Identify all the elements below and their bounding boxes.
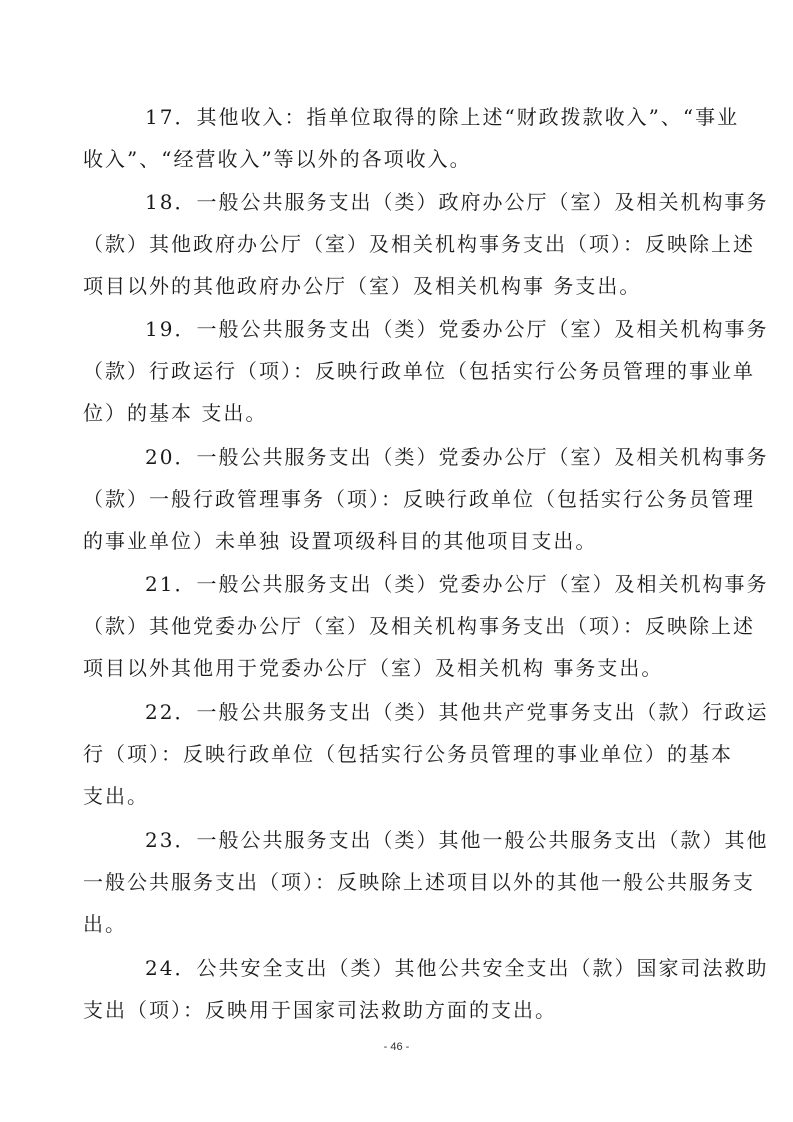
page-number: - 46 -	[383, 1041, 410, 1053]
paragraph-line: 19．一般公共服务支出（类）党委办公厅（室）及相关机构事务	[145, 317, 769, 341]
paragraph-24	[83, 947, 769, 1031]
paragraph-line: 一般公共服务支出（项）：反映除上述项目以外的其他一般公共服务支	[83, 870, 755, 894]
paragraph-line: 21．一般公共服务支出（类）党委办公厅（室）及相关机构事务	[145, 572, 769, 596]
paragraph-line: （款）其他党委办公厅（室）及相关机构事务支出（项）：反映除上述	[83, 614, 755, 638]
paragraph-line: 22．一般公共服务支出（类）其他共产党事务支出（款）行政运	[145, 700, 769, 724]
paragraph-line: 支出（项）：反映用于国家司法救助方面的支出。	[83, 998, 557, 1022]
paragraph-line: 出。	[83, 912, 127, 936]
paragraph-line: （款）其他政府办公厅（室）及相关机构事务支出（项）：反映除上述	[83, 232, 755, 256]
paragraph-19	[83, 308, 769, 434]
paragraph-line: 18．一般公共服务支出（类）政府办公厅（室）及相关机构事务	[145, 190, 769, 214]
paragraph-18	[83, 181, 769, 307]
paragraph-22	[83, 691, 769, 817]
paragraph-17	[83, 96, 755, 180]
paragraph-line: 17．其他收入：指单位取得的除上述“财政拨款收入”、“事业	[145, 105, 740, 129]
paragraph-line: 项目以外其他用于党委办公厅（室）及相关机构 事务支出。	[83, 656, 664, 680]
paragraph-20	[83, 436, 769, 562]
paragraph-line: 20．一般公共服务支出（类）党委办公厅（室）及相关机构事务	[145, 445, 769, 469]
paragraph-line: 收入”、“经营收入”等以外的各项收入。	[83, 147, 472, 171]
paragraph-line: 的事业单位）未单独 设置项级科目的其他项目支出。	[83, 529, 598, 553]
paragraph-line: （款）一般行政管理事务（项）：反映行政单位（包括实行公务员管理	[83, 487, 755, 511]
paragraph-21	[83, 563, 769, 689]
paragraph-line: 行（项）：反映行政单位（包括实行公务员管理的事业单位）的基本	[83, 742, 733, 766]
paragraph-line: 位）的基本 支出。	[83, 401, 268, 425]
paragraph-line: 23．一般公共服务支出（类）其他一般公共服务支出（款）其他	[145, 828, 769, 852]
paragraph-line: （款）行政运行（项）：反映行政单位（包括实行公务员管理的事业单	[83, 359, 755, 383]
paragraph-line: 24．公共安全支出（类）其他公共安全支出（款）国家司法救助	[145, 956, 769, 980]
paragraph-line: 项目以外的其他政府办公厅（室）及相关机构事 务支出。	[83, 274, 642, 298]
paragraph-23	[83, 819, 769, 945]
paragraph-line: 支出。	[83, 784, 149, 808]
